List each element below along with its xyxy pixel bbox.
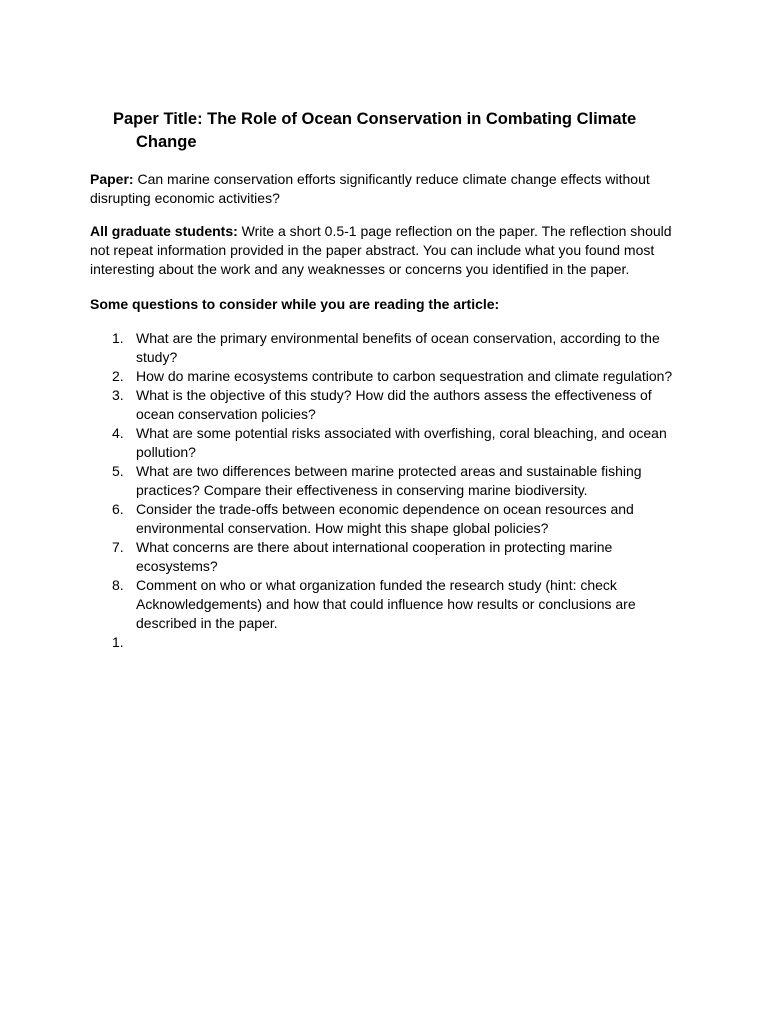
question-number: 4. bbox=[112, 425, 124, 441]
question-text: How do marine ecosystems contribute to carbon sequestration and climate regulation? bbox=[136, 368, 673, 384]
paper-question-paragraph bbox=[90, 170, 678, 208]
paper-title-line2: Change bbox=[136, 133, 197, 151]
question-number: 5. bbox=[112, 463, 124, 479]
question-text: What are the primary environmental benefits of ocean conservation, according to the study? bbox=[136, 330, 660, 365]
question-text: What concerns are there about international cooperation in protecting marine ecosystems? bbox=[136, 539, 613, 574]
question-number: 7. bbox=[112, 539, 124, 555]
students-text: Write a short 0.5-1 page reflection on the paper. The reflection should not repeat information provided in the paper abstract. You can include what you found most interesting about the work and any weaknesses or concerns you identified in the paper. bbox=[90, 223, 672, 277]
question-text: What are two differences between marine protected areas and sustainable fishing practices? Compare their effectiveness in conserving marine biodiversity. bbox=[136, 463, 642, 498]
question-text: What are some potential risks associated with overfishing, coral bleaching, and ocean pollution? bbox=[136, 425, 667, 460]
question-number: 2. bbox=[112, 368, 124, 384]
question-number: 6. bbox=[112, 501, 124, 517]
paper-title bbox=[113, 108, 673, 154]
paper-title-line1: Paper Title: The Role of Ocean Conservation in Combating Climate bbox=[113, 110, 637, 128]
paper-label: Paper: bbox=[90, 171, 134, 187]
question-item bbox=[90, 329, 680, 367]
question-item bbox=[90, 500, 680, 538]
paper-text: Can marine conservation efforts significantly reduce climate change effects without disrupting economic activities? bbox=[90, 171, 650, 206]
question-number: 1. bbox=[112, 634, 124, 650]
question-item bbox=[90, 576, 680, 633]
question-item bbox=[90, 386, 680, 424]
question-text: Comment on who or what organization funded the research study (hint: check Acknowledgements) and how that could influence how results or conclusions are described in the paper. bbox=[136, 577, 636, 631]
students-label: All graduate students: bbox=[90, 223, 238, 239]
question-number: 8. bbox=[112, 577, 124, 593]
question-text: What is the objective of this study? How did the authors assess the effectiveness of ocean conservation policies? bbox=[136, 387, 652, 422]
question-item bbox=[90, 538, 680, 576]
question-text: Consider the trade-offs between economic dependence on ocean resources and environmental conservation. How might this shape global policies? bbox=[136, 501, 634, 536]
question-number: 1. bbox=[112, 330, 124, 346]
students-instructions-paragraph bbox=[90, 222, 678, 279]
question-item bbox=[90, 424, 680, 462]
question-item bbox=[90, 367, 680, 386]
questions-heading: Some questions to consider while you are reading the article: bbox=[90, 296, 500, 312]
question-number: 3. bbox=[112, 387, 124, 403]
question-item bbox=[90, 462, 680, 500]
questions-list bbox=[90, 329, 680, 650]
